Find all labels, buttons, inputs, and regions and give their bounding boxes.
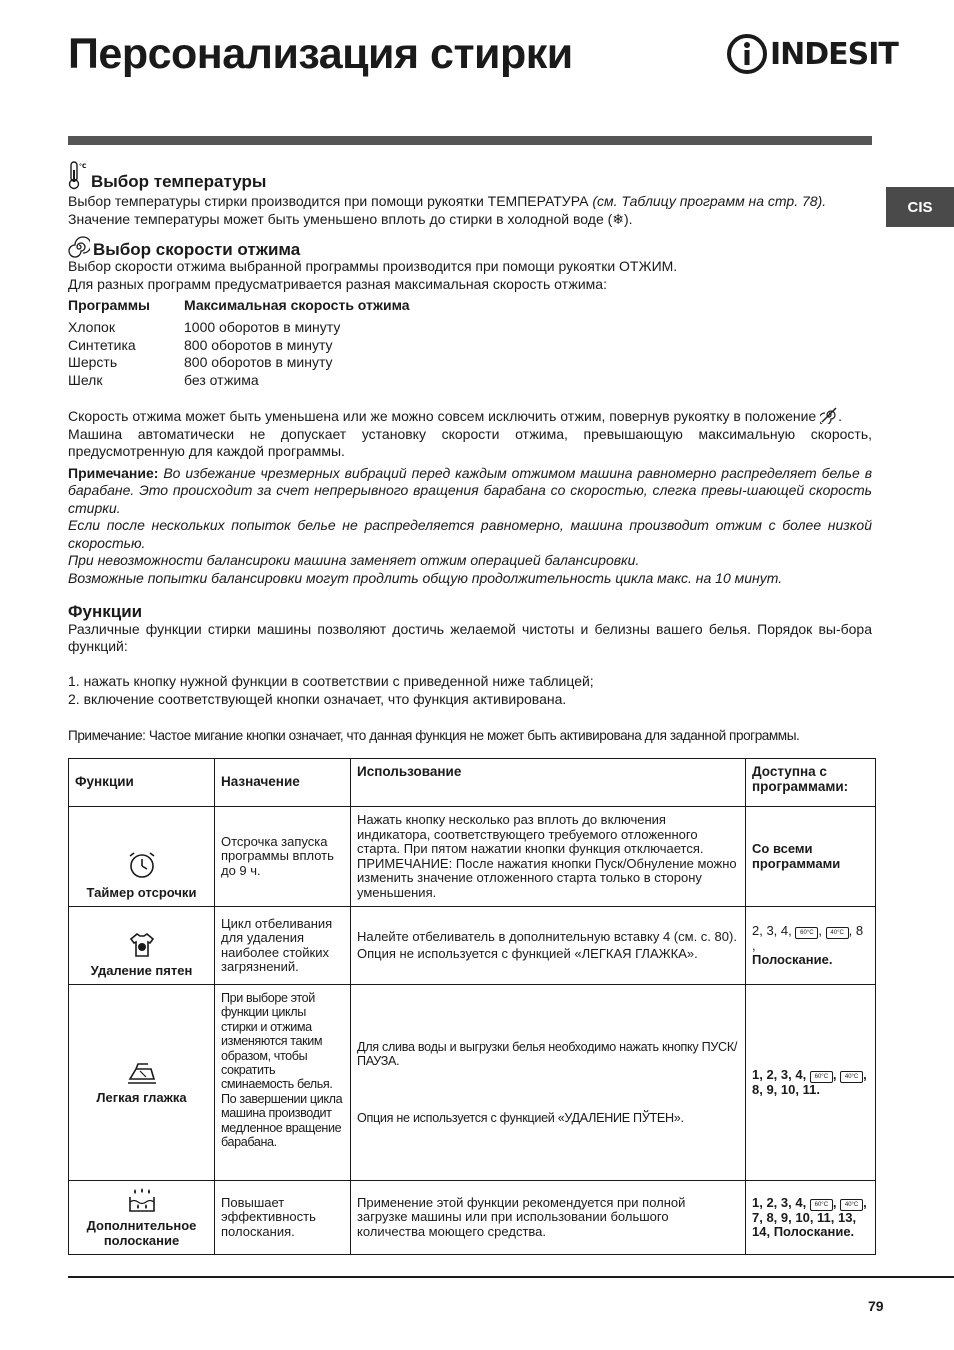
- page-title: Персонализация стирки: [68, 30, 573, 78]
- snowflake-icon: ❄: [612, 210, 625, 227]
- top-divider: [68, 136, 872, 145]
- spin-note-2: Если после нескольких попыток белье не распределяется равномерно, машина производит отжим с более низкой скоростью.: [68, 517, 872, 551]
- stain-removal-icon: [128, 932, 156, 958]
- svg-text:°C: °C: [79, 163, 87, 170]
- badge-40: 40°C: [840, 1071, 863, 1083]
- table-row: Легкая глажка При выборе этой функции циклы стирки и отжима изменяются таким образом, чтобы сократить сминаемость белья. По завершении цикла машина производит медленное вращение барабана. Для слива воды и выгрузки белья необходимо нажать кнопку ПУСК/ПАУЗА. Опция не используется с функцией «УДАЛЕНИЕ ПЎТЕН». 1, 2, 3, 4, 60°C , 40°C , 8, 9, 10, 11.: [69, 985, 876, 1181]
- no-spin-icon: [820, 406, 838, 424]
- function-easy-iron: Легкая глажка: [69, 985, 215, 1181]
- badge-40: 40°C: [840, 1199, 863, 1211]
- region-tab: CIS: [886, 187, 954, 227]
- spin-text-2: Для разных программ предусматривается разная максимальная скорость отжима:: [68, 275, 607, 292]
- col-functions: Функции: [69, 759, 215, 807]
- table-row: Синтетика 800 оборотов в минуту: [68, 336, 333, 353]
- temperature-text-2: Значение температуры может быть уменьшено вплоть до стирки в холодной воде (❄).: [68, 210, 633, 227]
- col-purpose: Назначение: [215, 759, 351, 807]
- easy-iron-icon: [126, 1059, 158, 1085]
- spin-note-3: При невозможности балансироки машина заменяет отжим операцией балансировки.: [68, 552, 640, 568]
- badge-60: 60°C: [810, 1071, 833, 1083]
- table-row: Шелк без отжима: [68, 371, 259, 388]
- temperature-heading: °C Выбор температуры: [68, 160, 872, 190]
- function-delay-timer: Таймер отсрочки: [69, 807, 215, 907]
- table-row: Шерсть 800 оборотов в минуту: [68, 354, 333, 370]
- badge-40: 40°C: [826, 927, 849, 939]
- table-row: Дополнительное полоскание Повышает эффективность полоскания. Применение этой функции рекомендуется при полной загрузке машины или при использовании большого количества моющего средства. 1, 2, 3, 4, 60°C , 40°C , 7, 8, 9, 10, 11, 13, 14, Полоскание.: [69, 1181, 876, 1255]
- thermometer-icon: [68, 160, 88, 190]
- brand-name: INDESIT: [770, 36, 898, 72]
- col-usage: Использование: [351, 759, 746, 807]
- function-stain-removal: Удаление пятен: [69, 907, 215, 985]
- spin-reduce-text: Скорость отжима может быть уменьшена или же можно совсем исключить отжим, повернув рукоятку в положение .: [68, 408, 842, 424]
- functions-note: Примечание: Частое мигание кнопки означает, что данная функция не может быть активирована для заданной программы.: [68, 728, 800, 743]
- spin-reduce-text-2: Машина автоматически не допускает установку скорости отжима, превышающую максимальную скорость, предусмотренную для каждой программы.: [68, 425, 872, 459]
- spin-icon: [68, 236, 90, 258]
- badge-60: 60°C: [795, 927, 818, 939]
- spin-heading: Выбор скорости отжима: [68, 236, 872, 258]
- extra-rinse-icon: [127, 1187, 157, 1213]
- functions-heading: Функции: [68, 602, 143, 621]
- table-row: Таймер отсрочки Отсрочка запуска программы вплоть до 9 ч. Нажать кнопку несколько раз вплоть до включения индикатора, соответствующего требуемого отложенного старта. При пятом нажатии кнопки функция отключается. ПРИМЕЧАНИЕ: После нажатия кнопки Пуск/Обнуление можно изменить значение отложенного старта только в сторону уменьшения. Со всеми программами: [69, 807, 876, 907]
- spin-text-1: Выбор скорости отжима выбранной программы производится при помощи рукоятки ОТЖИМ.: [68, 258, 678, 274]
- bottom-divider: [68, 1276, 954, 1278]
- col-max-speed: Максимальная скорость отжима: [184, 297, 410, 313]
- main-content: [68, 160, 872, 745]
- function-extra-rinse: Дополнительное полоскание: [69, 1181, 215, 1255]
- badge-60: 60°C: [810, 1199, 833, 1211]
- functions-table: [68, 758, 876, 1255]
- spin-note-4: Возможные попытки балансировки могут продлить общую продолжительность цикла макс. на 10 минут.: [68, 569, 783, 586]
- table-row: Удаление пятен Цикл отбеливания для удаления наиболее стойких загрязнений. Налейте отбеливатель в дополнительную вставку 4 (см. с. 80). Опция не используется с функцией «ЛЕГКАЯ ГЛАЖКА». 2, 3, 4, 60°C , 40°C , 8 , Полоскание.: [69, 907, 876, 985]
- table-row: Хлопок 1000 оборотов в минуту: [68, 319, 341, 335]
- brand-logo: [726, 30, 898, 78]
- col-available: Доступна с программами:: [746, 759, 876, 807]
- indesit-logo-icon: [726, 33, 768, 75]
- functions-step-2: 2. включение соответствующей кнопки означает, что функция активирована.: [68, 690, 567, 707]
- col-programs: Программы: [68, 297, 151, 313]
- page-number: 79: [868, 1298, 884, 1314]
- temperature-text: Выбор температуры стирки производится при помощи рукоятки ТЕМПЕРАТУРА (см. Таблицу программ на стр. 78).: [68, 193, 827, 209]
- delay-timer-icon: [126, 850, 158, 880]
- spin-speed-table: [68, 297, 410, 389]
- functions-intro: Различные функции стирки машины позволяют достичь желаемой чистоты и белизны вашего белья. Порядок вы-бора функций:: [68, 620, 872, 654]
- spin-note: Примечание: Во избежание чрезмерных вибраций перед каждым отжимом машина равномерно распределяет белье в барабане. Это происходит за счет непрерывного вращения барабана со скоростью, слегка превы-шающей скорость стирки.: [68, 464, 872, 516]
- functions-step-1: 1. нажать кнопку нужной функции в соответствии с приведенной ниже таблицей;: [68, 673, 594, 689]
